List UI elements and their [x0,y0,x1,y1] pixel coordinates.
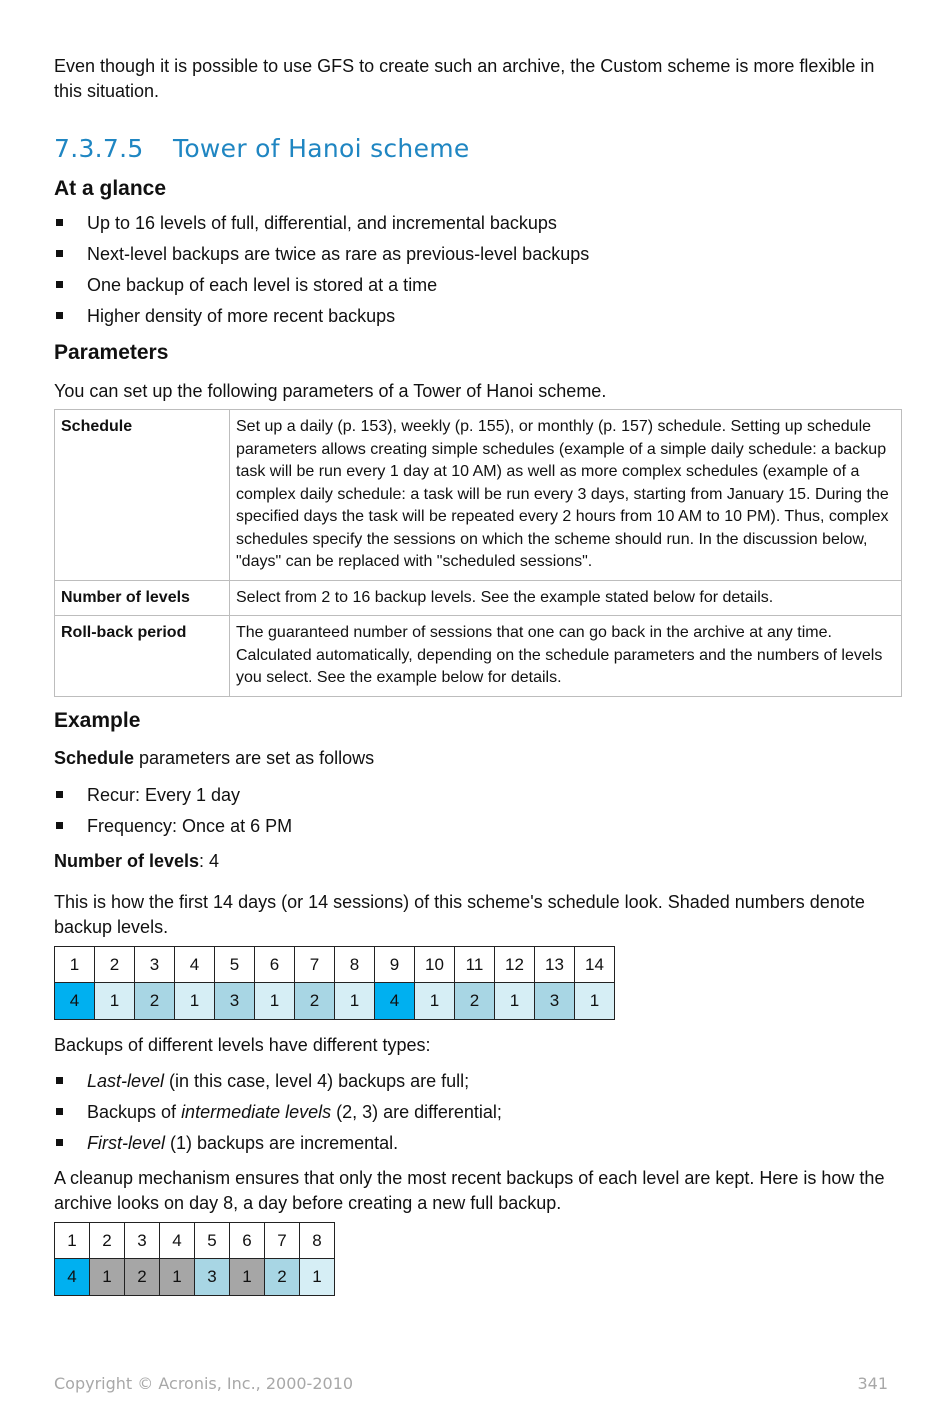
page-footer [54,1374,888,1393]
list-item: Up to 16 levels of full, differential, and incremental backups [54,211,589,242]
level-cell: 1 [160,1259,195,1296]
type-emphasis: intermediate levels [181,1102,332,1122]
level-cell: 3 [215,983,255,1020]
level-cell: 4 [55,1259,90,1296]
levels-line [54,849,219,874]
table-row [55,580,902,616]
list-item [54,1100,502,1131]
type-emphasis: Last-level [87,1071,165,1091]
day-cell: 10 [415,947,455,983]
level-cell: 3 [535,983,575,1020]
level-cell: 3 [195,1259,230,1296]
schedule-grid-14-days [54,946,615,1020]
list-item: One backup of each level is stored at a time [54,273,589,304]
section-title: Tower of Hanoi scheme [173,134,470,163]
day-cell: 4 [160,1223,195,1259]
day-row [55,1223,335,1259]
day-cell: 13 [535,947,575,983]
levels-value: : 4 [199,851,220,871]
type-emphasis: First-level [87,1133,166,1153]
day-cell: 12 [495,947,535,983]
type-text: Backups of [87,1102,182,1122]
days-description: This is how the first 14 days (or 14 sessions) of this scheme's schedule look. Shaded numbers denote backup levels. [54,892,865,937]
day-row [55,947,615,983]
list-item [54,1131,502,1162]
list-item: Higher density of more recent backups [54,304,589,335]
cleanup-description: A cleanup mechanism ensures that only the most recent backups of each level are kept. Here is how the archive looks on day 8, a day before creating a new full backup. [54,1168,885,1213]
section-number: 7.3.7.5 [54,134,144,163]
parameters-table [54,409,902,697]
level-cell: 1 [495,983,535,1020]
day-cell: 8 [300,1223,335,1259]
level-cell: 1 [300,1259,335,1296]
type-text: (2, 3) are differential; [331,1102,502,1122]
level-cell: 2 [265,1259,300,1296]
list-item: Frequency: Once at 6 PM [54,814,292,845]
level-cell: 1 [255,983,295,1020]
parameters-intro: You can set up the following parameters of a Tower of Hanoi scheme. [54,381,607,401]
day-cell: 5 [195,1223,230,1259]
day-cell: 11 [455,947,495,983]
param-description: The guaranteed number of sessions that one can go back in the archive at any time. Calculated automatically, depending on the schedule parameters and the numbers of levels you select. See the example below for details. [230,616,902,697]
level-cell: 2 [125,1259,160,1296]
schedule-line [54,746,374,771]
section-heading [54,134,470,163]
level-cell: 1 [230,1259,265,1296]
table-row [55,410,902,581]
level-cell: 1 [95,983,135,1020]
glance-list [54,211,589,335]
day-cell: 2 [90,1223,125,1259]
day-cell: 4 [175,947,215,983]
level-cell: 1 [575,983,615,1020]
table-row [55,616,902,697]
day-cell: 7 [265,1223,300,1259]
intro-paragraph: Even though it is possible to use GFS to create such an archive, the Custom scheme is more flexible in this situation. [54,56,875,101]
schedule-list [54,783,292,845]
day-cell: 3 [125,1223,160,1259]
level-row [55,1259,335,1296]
level-cell: 1 [90,1259,125,1296]
param-name: Schedule [55,410,230,581]
day-cell: 1 [55,1223,90,1259]
day-cell: 2 [95,947,135,983]
level-cell: 1 [175,983,215,1020]
day-cell: 14 [575,947,615,983]
param-description: Set up a daily (p. 153), weekly (p. 155), or monthly (p. 157) schedule. Setting up schedule parameters allows creating simple schedules (example of a simple daily schedule: a backup task will be run every 1 day at 10 AM) as well as more complex schedules (example of a complex daily schedule: a task will be run every 3 days, starting from January 15. During the specified days the task will be repeated every 2 hours from 10 AM to 10 PM). Thus, complex schedules specify the sessions on which the scheme should run. In the discussion below, "days" can be replaced with "scheduled sessions". [230,410,902,581]
param-description: Select from 2 to 16 backup levels. See the example stated below for details. [230,580,902,616]
level-cell: 2 [135,983,175,1020]
list-item: Recur: Every 1 day [54,783,292,814]
type-text: (in this case, level 4) backups are full; [164,1071,470,1091]
param-name: Number of levels [55,580,230,616]
types-intro: Backups of different levels have different types: [54,1035,431,1055]
day-cell: 5 [215,947,255,983]
day-cell: 7 [295,947,335,983]
level-row [55,983,615,1020]
archive-grid-day-8 [54,1222,335,1296]
day-cell: 8 [335,947,375,983]
levels-label: Number of levels [54,851,200,871]
type-text: (1) backups are incremental. [165,1133,399,1153]
day-cell: 6 [230,1223,265,1259]
level-cell: 2 [455,983,495,1020]
level-cell: 2 [295,983,335,1020]
level-cell: 1 [335,983,375,1020]
day-cell: 1 [55,947,95,983]
day-cell: 6 [255,947,295,983]
example-heading: Example [54,709,141,732]
list-item: Next-level backups are twice as rare as previous-level backups [54,242,589,273]
day-cell: 9 [375,947,415,983]
types-list [54,1069,502,1162]
at-a-glance-heading: At a glance [54,177,167,200]
list-item [54,1069,502,1100]
page-number: 341 [857,1374,888,1393]
schedule-label: Schedule [54,748,135,768]
copyright: Copyright © Acronis, Inc., 2000-2010 [54,1374,354,1393]
level-cell: 4 [375,983,415,1020]
param-name: Roll-back period [55,616,230,697]
schedule-text: parameters are set as follows [134,748,375,768]
level-cell: 1 [415,983,455,1020]
day-cell: 3 [135,947,175,983]
parameters-heading: Parameters [54,341,169,364]
level-cell: 4 [55,983,95,1020]
